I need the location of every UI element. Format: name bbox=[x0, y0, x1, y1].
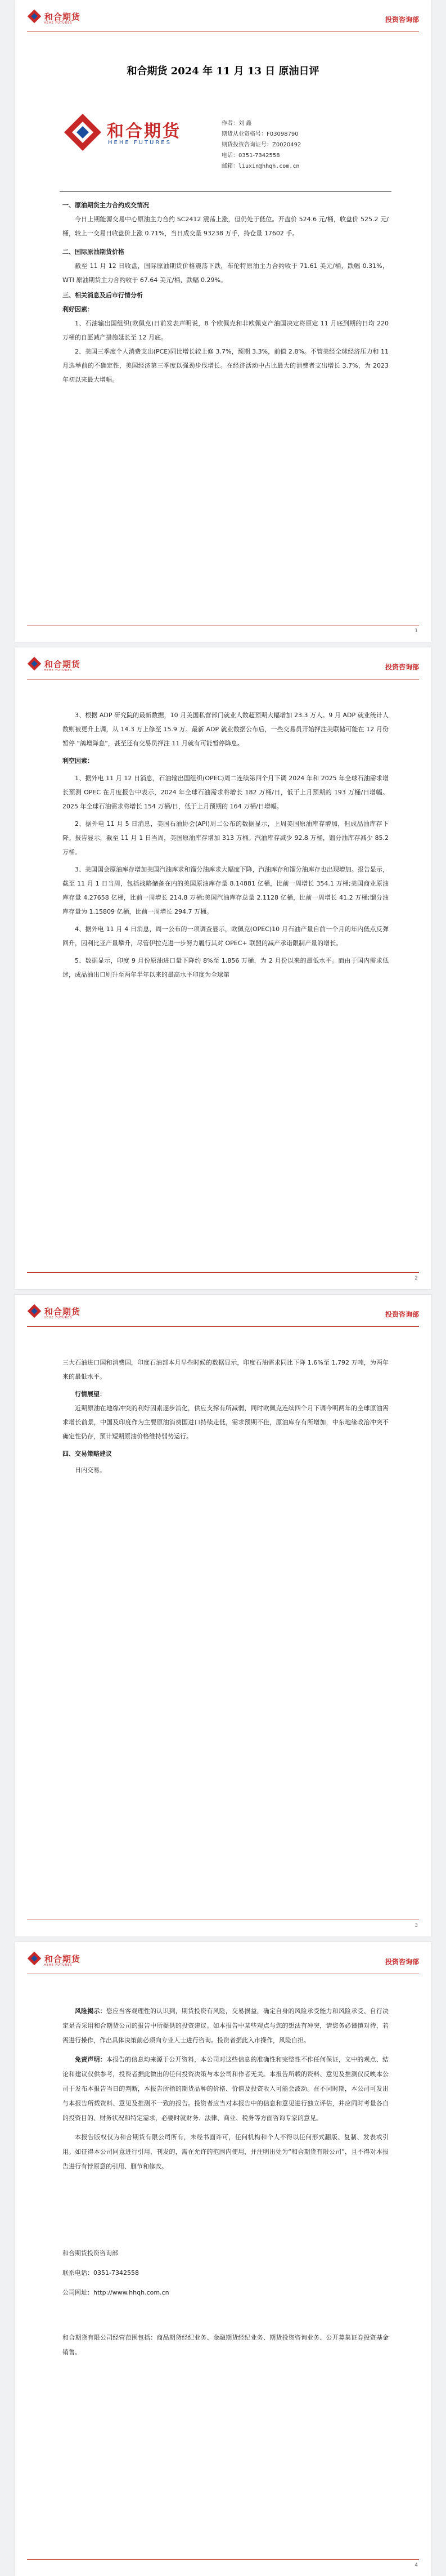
page-header bbox=[27, 8, 419, 32]
bearish-factor-1: 1、据外电 11 月 12 日消息，石油输出国组织(OPEC)周二连续第四个月下调 2024 年和 2025 年全球石油需求增长预测 OPEC 在月度报告中表示，2024 年全球石油需求将增长 182 万桶/日，低于上月预期的 193 万桶/日增幅。2025 年全球石油需求将增长 154 万桶/日，低于上月预期的 164 万桶/日增幅。 bbox=[62, 775, 389, 810]
header-company-en: HEHE FUTURES bbox=[44, 669, 73, 672]
company-logo-icon bbox=[27, 1951, 42, 1966]
bearish-factor-3: 3、美国国会原油库存增加美国汽油库求和馏分油库求大幅度下降，汽油库存和馏分油库存也出现增加。报告显示，截至 11 月 1 日当周，包括战略储备在内的美国原油库存量 8.14881 亿桶，比前一周增长 354.1 万桶;美国商业原油库存量 4.27658 亿桶，比前一周增长 214.8 万桶;美国汽油库存总量 2.1128 亿桶，比前一周增长 41.2 万桶;馏分油库存量为 1.15809 亿桶，比前一周增长 294.7 万桶。 bbox=[62, 866, 389, 915]
disclaimer-block bbox=[62, 2004, 389, 2174]
header-logo bbox=[27, 1951, 80, 1966]
header-company-name: 和合期货 bbox=[44, 659, 81, 669]
main-logo bbox=[60, 108, 189, 161]
disclaimer bbox=[62, 2052, 389, 2126]
risk-disclosure-text: 您应当客观理性的认识到，期货投资有风险，交易损益，确定自身的风险承受能力和风险承受、自行决定是否采用和合期货公司的报告中所提供的投资建议。如本报告中某些观点与您的想法有冲突，请您务必谨慎对待，若需进行操作，作出具体决策前必须向专业人士进行咨询。投资者据此入市操作，风险自担。 bbox=[62, 2007, 389, 2044]
header-department: 投资咨询部 bbox=[385, 1311, 419, 1318]
section-4-title: 四、交易策略建议 bbox=[62, 1450, 112, 1457]
bullish-factor-2: 2、美国三季度个人消费支出(PCE)同比增长较上修 3.7%，预期 3.3%，前值 2.8%。不管美经全球经济压力和 11 月选举前的不确定性，美国经济第三季度以强劲步伐增长。在经济活动中占比最大的消费者支出增长 3.7%，为 2023 年初以来最大增幅。 bbox=[62, 348, 389, 383]
author-consult-license: 期货投资咨询证号：Z0020492 bbox=[222, 142, 301, 148]
header-department: 投资咨询部 bbox=[385, 16, 419, 24]
header-logo bbox=[27, 656, 80, 671]
contact-phone: 联系电话：0351-7342558 bbox=[62, 2269, 139, 2277]
bullish-factor-1: 1、石油输出国组织(欧佩克)日前发表声明说，8 个欧佩克和非欧佩克产油国决定将原定 11 月底到期的日均 220 万桶的自愿减产措施延长至 12 月底。 bbox=[62, 320, 389, 341]
copyright-notice: 本报告版权仅为和合期货有限公司所有，未经书面许可，任何机构和个人不得以任何形式翻版、复制、发表或引用。如征得本公司同意进行引用、刊发的，需在允许的范围内使用，并注明出处为“和合期货有限公司”，且不得对本报告进行有悖原意的引用、删节和修改。 bbox=[62, 2134, 389, 2170]
author-info bbox=[222, 118, 301, 172]
risk-disclosure bbox=[62, 2004, 389, 2048]
outlook-para: 近期原油在地缘冲突的利好因素逐步消化，供应支撑有所减弱，同时欧佩克连续四个月下调今明两年的全球原油需求增长前景，中国及印度作为主要原油消费国进口持续走低，需求预期不佳，原油库存有所增加，中东地缘政治冲突不确定性仍存，预计短期原油价格维持弱势运行。 bbox=[62, 1405, 389, 1440]
contact-company: 和合期货投资咨询部 bbox=[62, 2249, 118, 2257]
header-logo bbox=[27, 9, 80, 24]
company-logo-icon bbox=[27, 1304, 42, 1318]
page-3 bbox=[15, 1295, 431, 1937]
contact-website[interactable]: 公司网址：http://www.hhqh.com.cn bbox=[62, 2289, 169, 2296]
page1-body bbox=[62, 198, 389, 387]
section-4-para: 日内交易。 bbox=[75, 1466, 106, 1474]
header-company-name: 和合期货 bbox=[44, 1306, 81, 1317]
disclaimer-label: 免责声明： bbox=[75, 2056, 106, 2063]
header-department: 投资咨询部 bbox=[385, 663, 419, 671]
outlook-title: 行情展望： bbox=[75, 1390, 106, 1398]
header-company-en: HEHE FUTURES bbox=[44, 21, 73, 25]
bearish-factor-4: 4、据外电 11 月 4 日消息，周一公布的一项调查显示，欧佩克(OPEC)10 月石油产量自前一个月的年内低点反弹回升，因利比亚产量攀升，尽管伊拉克进一步努力履行其对 OPEC+ 联盟的减产承诺限制产量的增长。 bbox=[62, 925, 389, 947]
author-email: 邮箱：liuxin@hhqh.com.cn bbox=[222, 163, 300, 169]
disclaimer-text: 本报告的信息均来源于公开资料，本公司对这些信息的准确性和完整性不作任何保证，文中的观点、结论和建议仅供参考，投资者据此做出的任何投资决策与本公司和作者无关。本报告所载的资料、意见及推测仅反映本公司于发布本报告当日的判断，本报告所指的期货品种的价格、价值及投资收入可能会波动。在不同时期，本公司可发出与本报告所载资料、意见及推测不一致的报告。投资者应当对本报告中的信息和意见进行独立评估，并应同时考量各自的投资目的、财务状况和特定需求，必要时就财务、法律、商业、税务等方面咨询专家的意见。 bbox=[62, 2056, 389, 2122]
page-number: 4 bbox=[415, 2562, 418, 2568]
company-scope-text: 和合期货有限公司经营范围包括：商品期货经纪业务、金融期货经纪业务、期货投资咨询业务、公开募集证券投资基金销售。 bbox=[62, 2334, 389, 2356]
page-4 bbox=[15, 1942, 431, 2576]
page-number: 1 bbox=[415, 628, 418, 634]
page-number: 3 bbox=[415, 1923, 418, 1929]
page3-body bbox=[62, 1356, 389, 1477]
company-logo-icon bbox=[27, 9, 42, 24]
bullish-factor-3: 3、根据 ADP 研究院的最新数据，10 月美国私营部门就业人数超预期大幅增加 23.3 万人。9 月 ADP 就业统计人数则被更升上调，从 14.3 万上修至 15.9 万。最新 ADP 就业数据公布后，一些交易员开始押注美联储可能在 12 月份暂停 “鸽增降息”，甚至还有交易员押注 11 月就有可能暂停降息。 bbox=[62, 712, 389, 747]
section-1-title: 一、原油期货主力合约成交情况 bbox=[62, 202, 149, 209]
page-header bbox=[27, 655, 419, 679]
page-2 bbox=[15, 647, 431, 1289]
author-license: 期货从业资格号：F03098790 bbox=[222, 131, 299, 137]
bearish-factor-5: 5、数据显示，印度 9 月份原油进口量下降约 8%至 1,856 万桶，为 2 月份以来的最低水平。而由于国内需求低迷，成品油出口则升至两年半年以来的最高水平印度为全球第 bbox=[62, 957, 389, 978]
company-logo-icon bbox=[27, 656, 42, 671]
company-scope bbox=[62, 2331, 389, 2360]
header-logo bbox=[27, 1304, 80, 1318]
section-2-title: 二、国际原油期货价格 bbox=[62, 248, 124, 256]
section-1-para: 今日上期能源交易中心原油主力合约 SC2412 震荡上涨，但仍处于低位。开盘价 524.6 元/桶，收盘价 525.2 元/桶，较上一交易日收盘价上涨 0.71%，当日成交量 93238 万手，持仓量 17602 手。 bbox=[62, 216, 389, 237]
logo-text-cn: 和合期货 bbox=[107, 122, 181, 141]
page2-body bbox=[62, 708, 389, 982]
author-phone: 电话：0351-7342558 bbox=[222, 153, 280, 159]
page-footer-line bbox=[27, 1272, 419, 1273]
header-company-name: 和合期货 bbox=[44, 1953, 81, 1964]
page-number: 2 bbox=[415, 1276, 418, 1281]
info-divider bbox=[60, 191, 391, 192]
risk-disclosure-label: 风险揭示： bbox=[75, 2007, 106, 2015]
page-1 bbox=[15, 0, 431, 642]
header-company-en: HEHE FUTURES bbox=[44, 1316, 73, 1320]
header-company-en: HEHE FUTURES bbox=[44, 1964, 73, 1967]
header-department: 投资咨询部 bbox=[385, 1958, 419, 1966]
author-name: 作者：刘 鑫 bbox=[222, 120, 252, 127]
section-2-para: 截至 11 月 12 日收盘，国际原油期货价格震荡下跌，布伦特原油主力合约收于 71.61 美元/桶，跌幅 0.31%，WTI 原油期货主力合约收于 67.64 美元/桶，跌幅 0.29%。 bbox=[62, 262, 389, 284]
bearish-factor-2: 2、据外电 11 月 5 日消息，美国石油协会(API)周二公布的数据显示，上周美国原油库存增加，但成品油库存下降。报告显示，截至 11 月 1 日当周，美国原油库存增加 313 万桶。汽油库存减少 92.8 万桶，馏分油库存减少 85.2 万桶。 bbox=[62, 820, 389, 856]
header-company-name: 和合期货 bbox=[44, 11, 81, 22]
bearish-factors-title: 利空因素： bbox=[62, 757, 93, 764]
page-header bbox=[27, 1950, 419, 1974]
section-3-title: 三、相关消息及后市行情分析 bbox=[62, 292, 143, 299]
page-header bbox=[27, 1303, 419, 1327]
bearish-factor-5-continued: 三大石油进口国和消费国，印度石油部本月早些时候的数据显示，印度石油需求同比下降 1.6%至 1,792 万吨，为两年来的最低水平。 bbox=[62, 1359, 389, 1380]
bullish-factors-title: 利好因素： bbox=[62, 306, 93, 313]
logo-text-en: HEHE FUTURES bbox=[108, 140, 172, 146]
page-footer-line bbox=[27, 2559, 419, 2560]
contact-block bbox=[62, 2246, 169, 2300]
report-title: 和合期货 2024 年 11 月 13 日 原油日评 bbox=[127, 65, 319, 77]
